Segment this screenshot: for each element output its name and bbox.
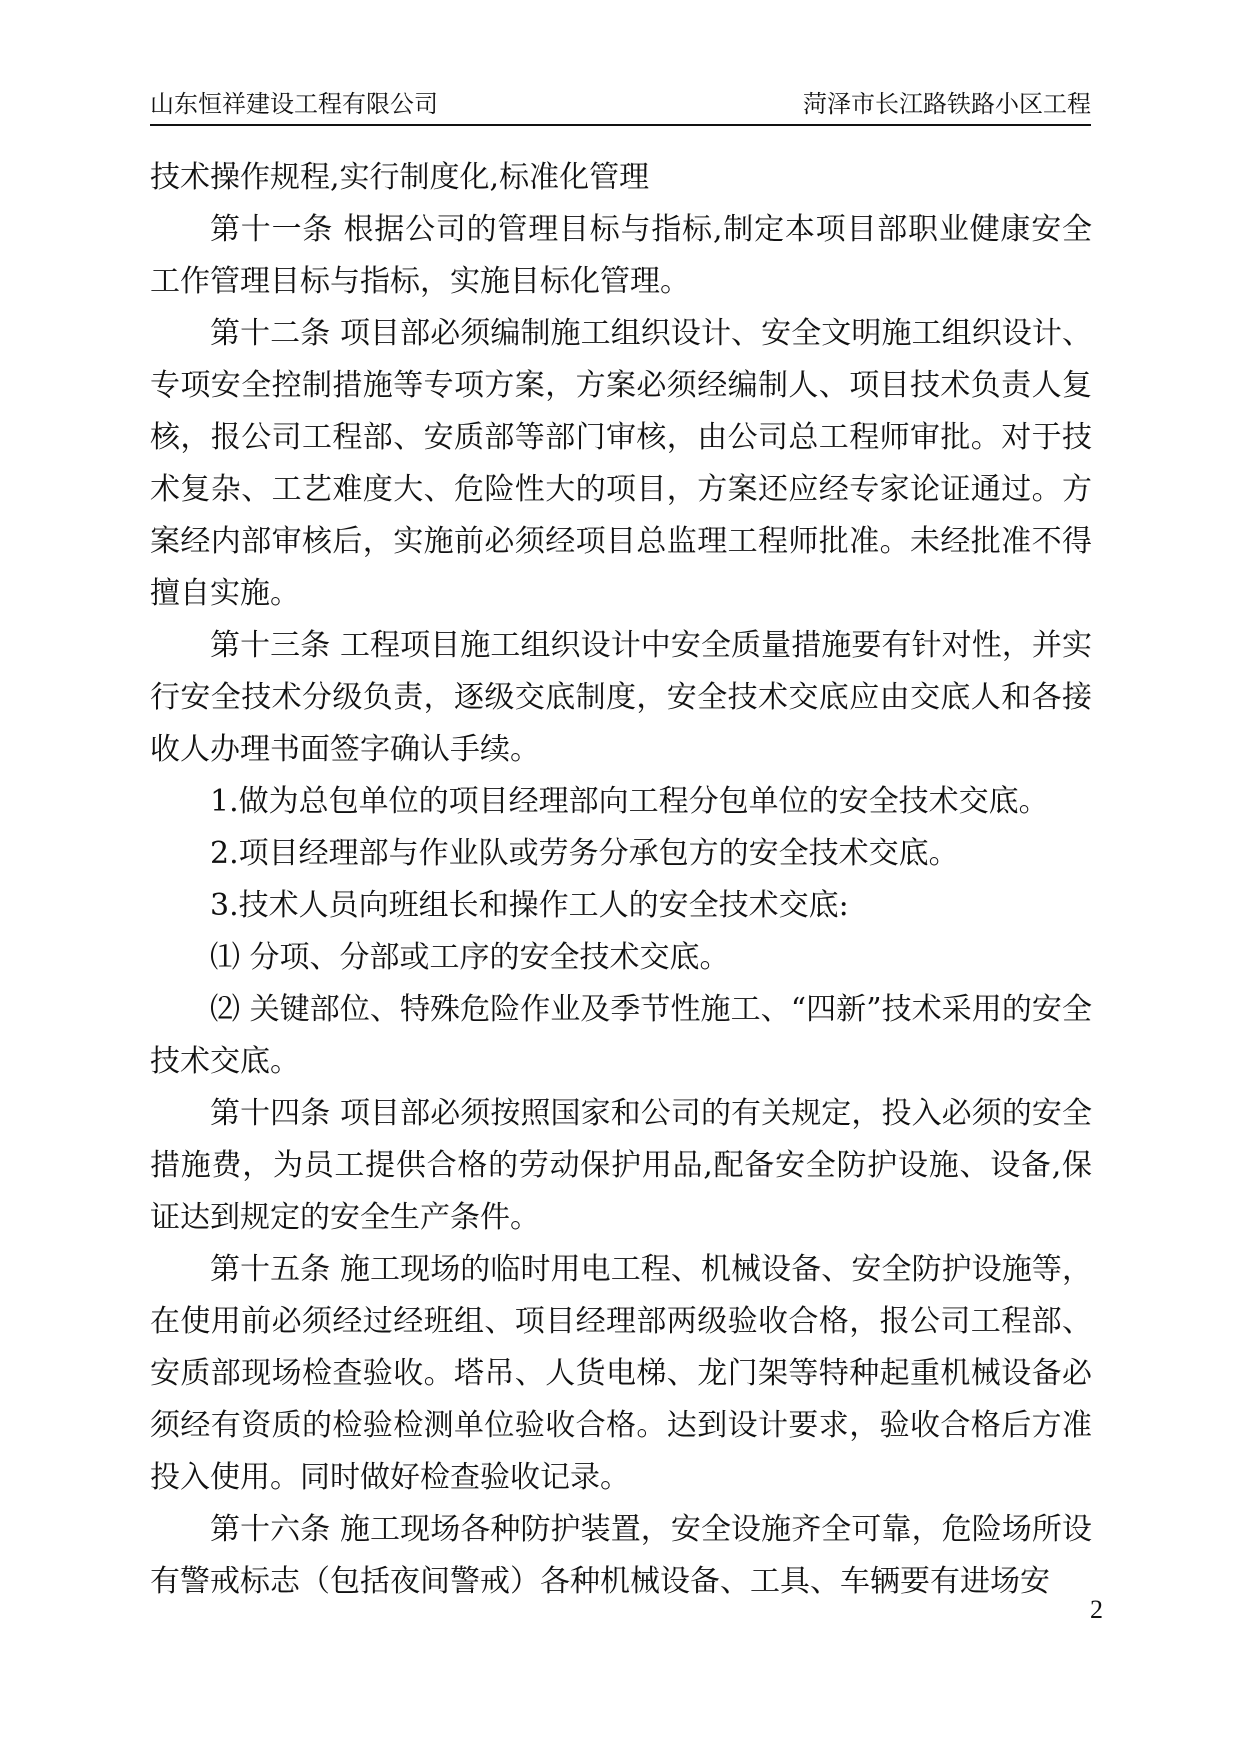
list-item-2: 2.项目经理部与作业队或劳务分承包方的安全技术交底。: [210, 836, 959, 871]
page-number: 2: [1090, 1595, 1103, 1624]
paragraph-article-15: 第十五条 施工现场的临时用电工程、机械设备、安全防护设施等，在使用前必须经过经班组、项目经理部两级验收合格，报公司工程部、安质部现场检查验收。塔吊、人货电梯、龙门架等特种起重机械设备必须经有资质的检验检测单位验收合格。达到设计要求，验收合格后方准投入使用。同时做好检查验收记录。: [150, 1252, 1092, 1495]
list-item-1: 1.做为总包单位的项目经理部向工程分包单位的安全技术交底。: [210, 784, 1049, 819]
paragraph-article-16: 第十六条 施工现场各种防护装置，安全设施齐全可靠，危险场所设有警戒标志（包括夜间警戒）各种机械设备、工具、车辆要有进场安: [150, 1512, 1092, 1599]
list-item-3: 3.技术人员向班组长和操作工人的安全技术交底:: [210, 888, 849, 923]
header-company: 山东恒祥建设工程有限公司: [150, 90, 438, 118]
paragraph-article-14: 第十四条 项目部必须按照国家和公司的有关规定，投入必须的安全措施费，为员工提供合格的劳动保护用品,配备安全防护设施、设备,保证达到规定的安全生产条件。: [150, 1096, 1092, 1235]
document-body: [150, 152, 1092, 1608]
paragraph-article-11: 第十一条 根据公司的管理目标与指标,制定本项目部职业健康安全工作管理目标与指标，实施目标化管理。: [150, 212, 1092, 299]
paragraph-continuation: 技术操作规程,实行制度化,标准化管理: [150, 160, 650, 195]
sub-list-item-1: ⑴ 分项、分部或工序的安全技术交底。: [210, 940, 730, 975]
paragraph-article-12: 第十二条 项目部必须编制施工组织设计、安全文明施工组织设计、专项安全控制措施等专项方案，方案必须经编制人、项目技术负责人复核，报公司工程部、安质部等部门审核，由公司总工程师审批。对于技术复杂、工艺难度大、危险性大的项目，方案还应经专家论证通过。方案经内部审核后，实施前必须经项目总监理工程师批准。未经批准不得擅自实施。: [150, 316, 1092, 611]
page-header: [150, 84, 1091, 126]
sub-list-item-2: ⑵ 关键部位、特殊危险作业及季节性施工、“四新”技术采用的安全技术交底。: [150, 992, 1092, 1079]
header-project: 菏泽市长江路铁路小区工程: [803, 90, 1091, 118]
paragraph-article-13: 第十三条 工程项目施工组织设计中安全质量措施要有针对性，并实行安全技术分级负责，逐级交底制度，安全技术交底应由交底人和各接收人办理书面签字确认手续。: [150, 628, 1092, 767]
